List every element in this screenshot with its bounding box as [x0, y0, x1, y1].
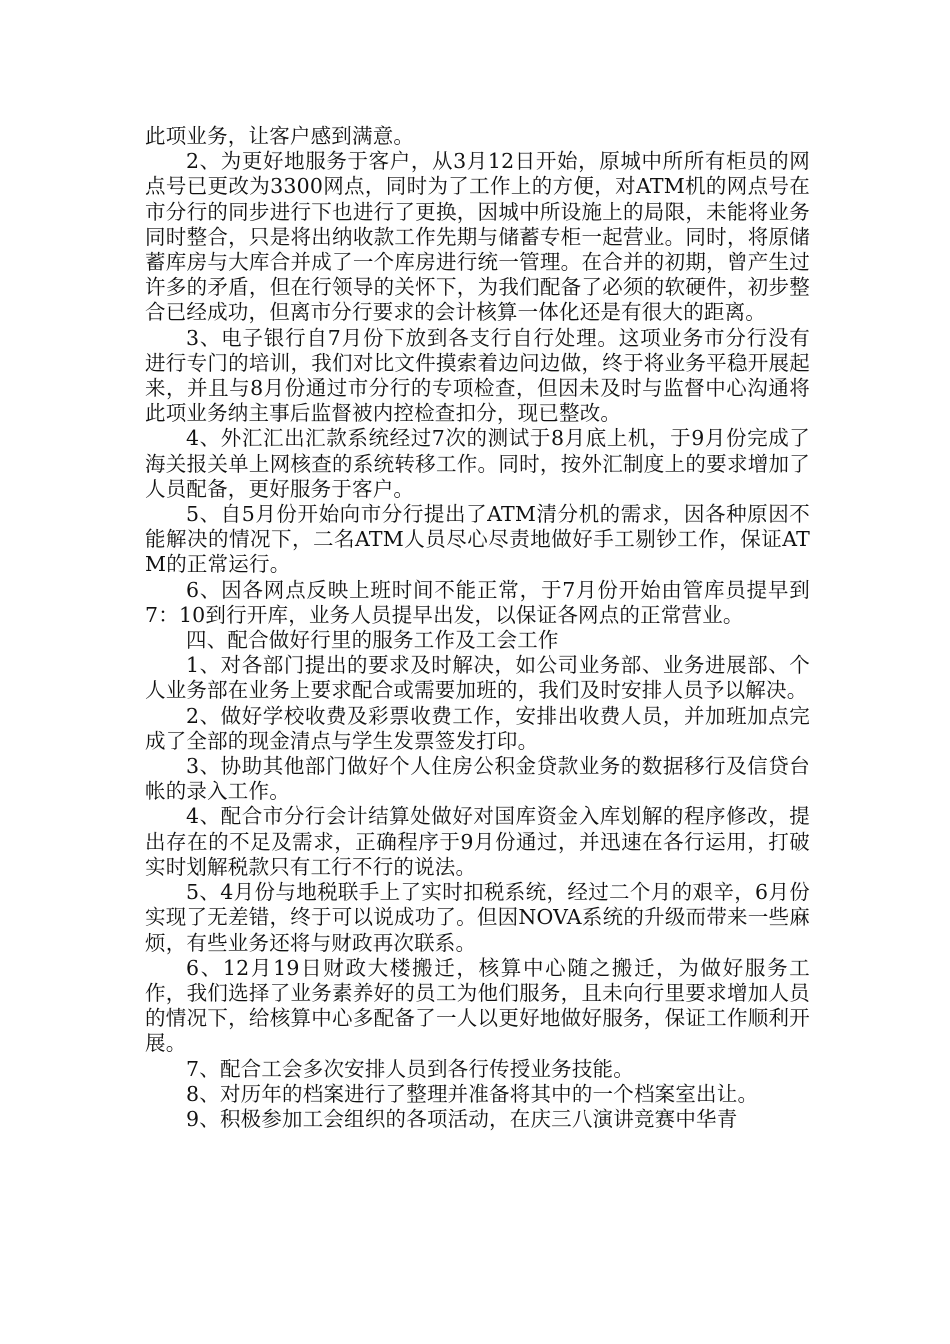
paragraph-section4-item-5: 5、4月份与地税联手上了实时扣税系统，经过二个月的艰辛，6月份实现了无差错，终于可以说成功了。但因NOVA系统的升级而带来一些麻烦，有些业务还将与财政再次联系。 [145, 880, 810, 955]
paragraph-continuation: 此项业务，让客户感到满意。 [145, 124, 415, 148]
paragraph-item-4-foreign-exchange: 4、外汇汇出汇款系统经过7次的测试于8月底上机，于9月份完成了海关报关单上网核查的系统转移工作。同时，按外汇制度上的要求增加了人员配备，更好服务于客户。 [145, 426, 810, 501]
paragraph-section4-item-1: 1、对各部门提出的要求及时解决，如公司业务部、业务进展部、个人业务部在业务上要求配合或需要加班的，我们及时安排人员予以解决。 [145, 653, 810, 703]
paragraph-item-5-atm: 5、自5月份开始向市分行提出了ATM清分机的需求，因各种原因不能解决的情况下，二名ATM人员尽心尽责地做好手工剔钞工作，保证ATM的正常运行。 [145, 502, 810, 577]
paragraph-section4-item-2: 2、做好学校收费及彩票收费工作，安排出收费人员，并加班加点完成了全部的现金清点与学生发票签发打印。 [145, 703, 810, 753]
paragraph-section4-item-8: 8、对历年的档案进行了整理并准备将其中的一个档案室出让。 [186, 1081, 759, 1106]
document-body [145, 124, 810, 1132]
paragraph-item-3-e-banking: 3、电子银行自7月份下放到各支行自行处理。这项业务市分行没有进行专门的培训，我们对比文件摸索着边问边做，终于将业务平稳开展起来，并且与8月份通过市分行的专项检查，但因未及时与监督中心沟通将此项业务纳主事后监督被内控检查扣分，现已整改。 [145, 325, 810, 426]
paragraph-section4-item-6: 6、12月19日财政大楼搬迁，核算中心随之搬迁，为做好服务工作，我们选择了业务素养好的员工为他们服务，且未向行里要求增加人员的情况下，给核算中心多配备了一人以更好地做好服务，保证工作顺利开展。 [145, 955, 810, 1056]
paragraph-section4-item-4: 4、配合市分行会计结算处做好对国库资金入库划解的程序修改，提出存在的不足及需求，正确程序于9月份通过，并迅速在各行运用，打破实时划解税款只有工行不行的说法。 [145, 804, 810, 879]
paragraph-item-2-network-code: 2、为更好地服务于客户，从3月12日开始，原城中所所有柜员的网点号已更改为3300网点，同时为了工作上的方便，对ATM机的网点号在市分行的同步进行下也进行了更换，因城中所设施上的局限，未能将业务同时整合，只是将出纳收款工作先期与储蓄专柜一起营业。同时，将原储蓄库房与大库合并成了一个库房进行统一管理。在合并的初期，曾产生过许多的矛盾，但在行领导的关怀下，为我们配备了必须的软硬件，初步整合已经成功，但离市分行要求的会计核算一体化还是有很大的距离。 [145, 149, 810, 325]
paragraph-section4-item-7: 7、配合工会多次安排人员到各行传授业务技能。 [186, 1056, 634, 1081]
paragraph-section4-item-9: 9、积极参加工会组织的各项活动，在庆三八演讲竞赛中华青 [186, 1106, 738, 1131]
section-heading-4: 四、配合做好行里的服务工作及工会工作 [186, 628, 559, 653]
paragraph-section4-item-3: 3、协助其他部门做好个人住房公积金贷款业务的数据移行及信贷台帐的录入工作。 [145, 754, 810, 804]
paragraph-item-6-vault-hours: 6、因各网点反映上班时间不能正常，于7月份开始由管库员提早到7：10到行开库，业务人员提早出发，以保证各网点的正常营业。 [145, 577, 810, 627]
